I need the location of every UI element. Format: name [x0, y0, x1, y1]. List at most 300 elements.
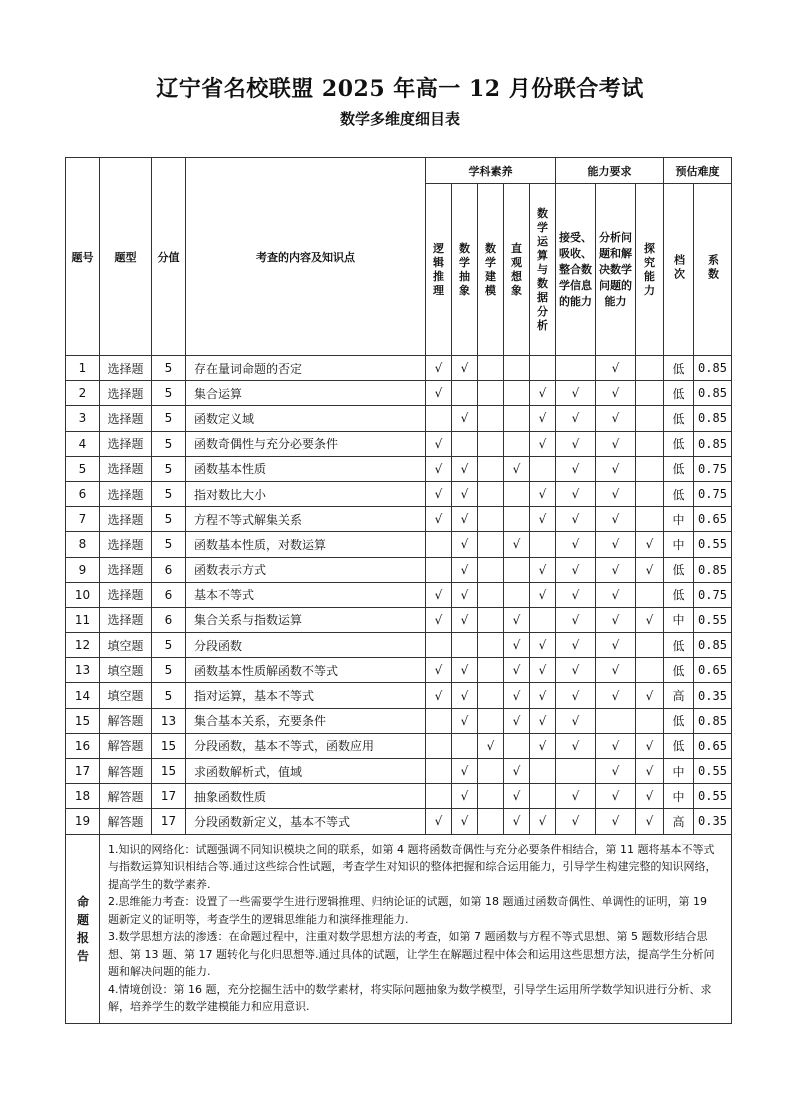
check-mark [426, 557, 452, 582]
header-abstract: 数学抽象 [459, 241, 470, 297]
check-mark: √ [530, 381, 556, 406]
check-mark: √ [452, 658, 478, 683]
check-mark [530, 532, 556, 557]
difficulty-coef: 0.85 [694, 381, 732, 406]
check-mark: √ [530, 708, 556, 733]
check-mark [478, 582, 504, 607]
report-text [100, 834, 732, 1023]
check-mark [596, 708, 636, 733]
check-mark: √ [530, 557, 556, 582]
check-mark [452, 733, 478, 758]
check-mark: √ [636, 809, 664, 834]
check-mark: √ [426, 431, 452, 456]
question-score: 17 [152, 784, 186, 809]
table-row [66, 481, 732, 506]
difficulty-coef: 0.55 [694, 607, 732, 632]
check-mark: √ [596, 507, 636, 532]
check-mark: √ [426, 683, 452, 708]
difficulty-level: 低 [664, 557, 694, 582]
check-mark: √ [452, 809, 478, 834]
check-mark: √ [504, 658, 530, 683]
check-mark [504, 431, 530, 456]
check-mark: √ [452, 532, 478, 557]
check-mark [530, 607, 556, 632]
check-mark: √ [452, 557, 478, 582]
question-score: 5 [152, 406, 186, 431]
check-mark: √ [596, 809, 636, 834]
check-mark [478, 481, 504, 506]
check-mark [530, 456, 556, 481]
check-mark: √ [556, 456, 596, 481]
check-mark: √ [426, 456, 452, 481]
check-mark [426, 532, 452, 557]
header-intuition: 直观想象 [511, 241, 522, 297]
question-content: 函数表示方式 [186, 557, 426, 582]
check-mark: √ [556, 809, 596, 834]
question-content: 抽象函数性质 [186, 784, 426, 809]
header-coef-cell [694, 184, 732, 356]
question-type: 选择题 [100, 456, 152, 481]
check-mark [504, 557, 530, 582]
check-mark: √ [596, 381, 636, 406]
difficulty-coef: 0.85 [694, 356, 732, 381]
check-mark [426, 759, 452, 784]
question-content: 函数奇偶性与充分必要条件 [186, 431, 426, 456]
question-content: 分段函数，基本不等式，函数应用 [186, 733, 426, 758]
check-mark [636, 456, 664, 481]
check-mark [478, 633, 504, 658]
question-content: 集合关系与指数运算 [186, 607, 426, 632]
difficulty-level: 高 [664, 809, 694, 834]
check-mark: √ [504, 633, 530, 658]
header-explore: 探究能力 [644, 241, 655, 297]
check-mark: √ [452, 456, 478, 481]
difficulty-coef: 0.85 [694, 557, 732, 582]
check-mark [478, 431, 504, 456]
check-mark: √ [596, 356, 636, 381]
difficulty-level: 低 [664, 481, 694, 506]
check-mark [452, 633, 478, 658]
check-mark [478, 456, 504, 481]
check-mark: √ [556, 507, 596, 532]
check-mark: √ [452, 759, 478, 784]
header-no: 题号 [66, 158, 100, 356]
header-abstract-cell [452, 184, 478, 356]
difficulty-level: 低 [664, 582, 694, 607]
spec-table [65, 157, 732, 1024]
table-row [66, 784, 732, 809]
difficulty-level: 低 [664, 733, 694, 758]
check-mark: √ [596, 784, 636, 809]
check-mark: √ [504, 607, 530, 632]
difficulty-level: 中 [664, 607, 694, 632]
difficulty-coef: 0.75 [694, 481, 732, 506]
check-mark [636, 431, 664, 456]
header-analyze: 分析问题和解决数学问题的能力 [599, 230, 632, 308]
check-mark [636, 356, 664, 381]
check-mark: √ [530, 582, 556, 607]
check-mark [504, 733, 530, 758]
question-type: 解答题 [100, 708, 152, 733]
check-mark [636, 633, 664, 658]
question-number: 16 [66, 733, 100, 758]
check-mark: √ [556, 406, 596, 431]
question-number: 4 [66, 431, 100, 456]
table-row [66, 809, 732, 834]
question-number: 14 [66, 683, 100, 708]
header-logic: 逻辑推理 [433, 241, 444, 297]
question-content: 分段函数新定义，基本不等式 [186, 809, 426, 834]
difficulty-level: 低 [664, 431, 694, 456]
header-computation: 数学运算与数据分析 [537, 206, 548, 332]
check-mark: √ [452, 356, 478, 381]
check-mark: √ [426, 582, 452, 607]
check-mark: √ [556, 607, 596, 632]
question-score: 5 [152, 481, 186, 506]
check-mark: √ [596, 582, 636, 607]
question-content: 指对数比大小 [186, 481, 426, 506]
check-mark: √ [530, 431, 556, 456]
report-label: 命题报告 [77, 894, 90, 963]
check-mark: √ [596, 532, 636, 557]
check-mark [504, 381, 530, 406]
header-analyze-cell [596, 184, 636, 356]
check-mark [530, 784, 556, 809]
question-score: 5 [152, 532, 186, 557]
question-number: 6 [66, 481, 100, 506]
check-mark: √ [556, 784, 596, 809]
check-mark: √ [426, 481, 452, 506]
question-score: 15 [152, 733, 186, 758]
question-score: 5 [152, 456, 186, 481]
check-mark: √ [530, 633, 556, 658]
question-score: 17 [152, 809, 186, 834]
question-score: 15 [152, 759, 186, 784]
question-score: 5 [152, 356, 186, 381]
table-row [66, 708, 732, 733]
header-score: 分值 [152, 158, 186, 356]
check-mark: √ [504, 683, 530, 708]
check-mark [426, 406, 452, 431]
check-mark [636, 708, 664, 733]
check-mark [478, 507, 504, 532]
question-type: 选择题 [100, 507, 152, 532]
header-computation-cell [530, 184, 556, 356]
difficulty-level: 低 [664, 658, 694, 683]
check-mark [504, 507, 530, 532]
question-content: 指对运算，基本不等式 [186, 683, 426, 708]
question-number: 5 [66, 456, 100, 481]
check-mark [636, 406, 664, 431]
question-type: 选择题 [100, 481, 152, 506]
table-row [66, 456, 732, 481]
table-row [66, 381, 732, 406]
question-type: 选择题 [100, 431, 152, 456]
report-item: 2.思维能力考查：设置了一些需要学生进行逻辑推理、归纳论证的试题，如第 18 题通过函数奇偶性、单调性的证明，第 19 题新定义的证明等，考查学生的逻辑思维能力和演绎推理能力. [108, 895, 707, 926]
check-mark: √ [556, 582, 596, 607]
check-mark: √ [530, 733, 556, 758]
header-logic-cell [426, 184, 452, 356]
table-row [66, 733, 732, 758]
header-modeling: 数学建模 [485, 241, 496, 297]
question-type: 解答题 [100, 733, 152, 758]
check-mark [636, 507, 664, 532]
difficulty-level: 中 [664, 759, 694, 784]
check-mark [426, 733, 452, 758]
difficulty-coef: 0.85 [694, 633, 732, 658]
report-item: 4.情境创设：第 16 题，充分挖掘生活中的数学素材，将实际问题抽象为数学模型，引导学生运用所学数学知识进行分析、求解，培养学生的数学建模能力和应用意识. [108, 982, 712, 1014]
question-number: 11 [66, 607, 100, 632]
check-mark: √ [556, 431, 596, 456]
check-mark [478, 406, 504, 431]
check-mark [478, 532, 504, 557]
check-mark: √ [596, 759, 636, 784]
table-row [66, 356, 732, 381]
difficulty-coef: 0.75 [694, 582, 732, 607]
check-mark: √ [556, 708, 596, 733]
question-content: 函数基本性质 [186, 456, 426, 481]
question-type: 选择题 [100, 406, 152, 431]
header-coef: 系数 [706, 253, 720, 282]
table-row [66, 582, 732, 607]
report-item: 3.数学思想方法的渗透：在命题过程中，注重对数学思想方法的考查，如第 7 题函数与方程不等式思想、第 5 题数形结合思想、第 13 题、第 17 题转化与化归思想等.通过具体的试题，让学生在解题过程中体会和运用这些思想方法，提高学生分析问题和解决问题的能力. [108, 930, 715, 979]
check-mark [478, 557, 504, 582]
difficulty-level: 中 [664, 784, 694, 809]
question-content: 存在量词命题的否定 [186, 356, 426, 381]
difficulty-level: 低 [664, 456, 694, 481]
question-content: 基本不等式 [186, 582, 426, 607]
difficulty-coef: 0.65 [694, 658, 732, 683]
header-level-cell [664, 184, 694, 356]
check-mark: √ [636, 733, 664, 758]
header-content: 考查的内容及知识点 [186, 158, 426, 356]
check-mark: √ [556, 381, 596, 406]
check-mark: √ [426, 607, 452, 632]
difficulty-coef: 0.35 [694, 809, 732, 834]
table-row [66, 658, 732, 683]
check-mark: √ [426, 356, 452, 381]
check-mark [530, 356, 556, 381]
difficulty-coef: 0.65 [694, 507, 732, 532]
check-mark [426, 784, 452, 809]
question-type: 选择题 [100, 381, 152, 406]
check-mark: √ [636, 557, 664, 582]
check-mark [478, 708, 504, 733]
check-mark [504, 356, 530, 381]
check-mark: √ [530, 406, 556, 431]
question-type: 解答题 [100, 784, 152, 809]
question-score: 5 [152, 431, 186, 456]
header-modeling-cell [478, 184, 504, 356]
check-mark: √ [426, 809, 452, 834]
header-type: 题型 [100, 158, 152, 356]
check-mark: √ [452, 406, 478, 431]
check-mark: √ [556, 557, 596, 582]
table-row [66, 507, 732, 532]
check-mark [636, 481, 664, 506]
check-mark: √ [556, 532, 596, 557]
check-mark: √ [452, 607, 478, 632]
check-mark: √ [530, 658, 556, 683]
question-number: 12 [66, 633, 100, 658]
check-mark: √ [504, 532, 530, 557]
question-type: 选择题 [100, 356, 152, 381]
question-content: 集合运算 [186, 381, 426, 406]
question-number: 1 [66, 356, 100, 381]
check-mark: √ [530, 481, 556, 506]
question-number: 8 [66, 532, 100, 557]
check-mark: √ [530, 683, 556, 708]
question-number: 13 [66, 658, 100, 683]
check-mark: √ [596, 456, 636, 481]
check-mark: √ [596, 607, 636, 632]
check-mark [636, 582, 664, 607]
table-row [66, 406, 732, 431]
check-mark [452, 381, 478, 406]
page-title: 辽宁省名校联盟 2025 年高一 12 月份联合考试 [156, 76, 644, 102]
check-mark [530, 759, 556, 784]
check-mark [478, 658, 504, 683]
difficulty-level: 低 [664, 381, 694, 406]
check-mark [478, 381, 504, 406]
report-item: 1.知识的网络化：试题强调不同知识模块之间的联系，如第 4 题将函数奇偶性与充分必要条件相结合，第 11 题将基本不等式与指数运算知识相结合等.通过这些综合性试题，考查学生对知识的整体把握和综合运用能力，引导学生构建完整的知识网络，提高学生的数学素养. [108, 842, 717, 891]
table-row [66, 759, 732, 784]
check-mark: √ [596, 633, 636, 658]
question-content: 函数基本性质，对数运算 [186, 532, 426, 557]
question-number: 10 [66, 582, 100, 607]
table-row [66, 431, 732, 456]
check-mark: √ [556, 633, 596, 658]
question-score: 5 [152, 658, 186, 683]
question-score: 6 [152, 607, 186, 632]
question-type: 选择题 [100, 532, 152, 557]
check-mark: √ [596, 683, 636, 708]
difficulty-coef: 0.85 [694, 708, 732, 733]
difficulty-coef: 0.35 [694, 683, 732, 708]
check-mark [478, 607, 504, 632]
check-mark: √ [452, 507, 478, 532]
check-mark: √ [556, 658, 596, 683]
check-mark [426, 708, 452, 733]
question-score: 6 [152, 582, 186, 607]
table-row [66, 557, 732, 582]
table-row [66, 532, 732, 557]
table-row [66, 607, 732, 632]
page-subtitle: 数学多维度细目表 [339, 110, 460, 128]
check-mark: √ [530, 809, 556, 834]
check-mark: √ [478, 733, 504, 758]
difficulty-level: 低 [664, 406, 694, 431]
check-mark: √ [596, 481, 636, 506]
check-mark: √ [426, 381, 452, 406]
question-type: 选择题 [100, 607, 152, 632]
check-mark: √ [556, 733, 596, 758]
check-mark: √ [596, 431, 636, 456]
check-mark: √ [636, 532, 664, 557]
table-row [66, 633, 732, 658]
check-mark [504, 582, 530, 607]
check-mark: √ [504, 759, 530, 784]
question-type: 选择题 [100, 557, 152, 582]
header-ability: 能力要求 [556, 158, 664, 184]
check-mark: √ [452, 582, 478, 607]
check-mark [478, 683, 504, 708]
difficulty-level: 中 [664, 532, 694, 557]
question-content: 分段函数 [186, 633, 426, 658]
question-number: 15 [66, 708, 100, 733]
check-mark: √ [636, 759, 664, 784]
check-mark: √ [556, 683, 596, 708]
check-mark: √ [530, 507, 556, 532]
question-type: 填空题 [100, 658, 152, 683]
question-content: 函数基本性质解函数不等式 [186, 658, 426, 683]
question-number: 18 [66, 784, 100, 809]
difficulty-coef: 0.85 [694, 431, 732, 456]
check-mark: √ [636, 607, 664, 632]
question-score: 6 [152, 557, 186, 582]
check-mark [478, 759, 504, 784]
question-score: 13 [152, 708, 186, 733]
question-content: 函数定义域 [186, 406, 426, 431]
question-number: 19 [66, 809, 100, 834]
question-type: 填空题 [100, 683, 152, 708]
difficulty-coef: 0.55 [694, 784, 732, 809]
check-mark: √ [596, 557, 636, 582]
check-mark: √ [504, 456, 530, 481]
question-number: 17 [66, 759, 100, 784]
difficulty-level: 低 [664, 633, 694, 658]
question-type: 解答题 [100, 759, 152, 784]
header-level: 档次 [672, 253, 686, 282]
question-type: 填空题 [100, 633, 152, 658]
question-number: 2 [66, 381, 100, 406]
check-mark: √ [596, 406, 636, 431]
question-number: 3 [66, 406, 100, 431]
difficulty-level: 中 [664, 507, 694, 532]
difficulty-level: 低 [664, 708, 694, 733]
check-mark: √ [596, 658, 636, 683]
question-type: 选择题 [100, 582, 152, 607]
check-mark [478, 809, 504, 834]
question-score: 5 [152, 381, 186, 406]
question-score: 5 [152, 507, 186, 532]
question-score: 5 [152, 683, 186, 708]
difficulty-coef: 0.85 [694, 406, 732, 431]
check-mark: √ [426, 507, 452, 532]
check-mark: √ [504, 708, 530, 733]
header-receive-cell [556, 184, 596, 356]
check-mark: √ [636, 683, 664, 708]
check-mark [636, 658, 664, 683]
difficulty-level: 高 [664, 683, 694, 708]
header-receive: 接受、吸收、整合数学信息的能力 [559, 230, 592, 308]
check-mark [556, 356, 596, 381]
check-mark [636, 381, 664, 406]
check-mark [452, 431, 478, 456]
check-mark: √ [504, 809, 530, 834]
header-difficulty: 预估难度 [664, 158, 732, 184]
check-mark: √ [426, 658, 452, 683]
check-mark: √ [636, 784, 664, 809]
report-label-cell [66, 834, 100, 1023]
check-mark: √ [504, 784, 530, 809]
question-type: 解答题 [100, 809, 152, 834]
question-number: 7 [66, 507, 100, 532]
check-mark: √ [452, 708, 478, 733]
check-mark [478, 784, 504, 809]
table-row [66, 683, 732, 708]
question-score: 5 [152, 633, 186, 658]
